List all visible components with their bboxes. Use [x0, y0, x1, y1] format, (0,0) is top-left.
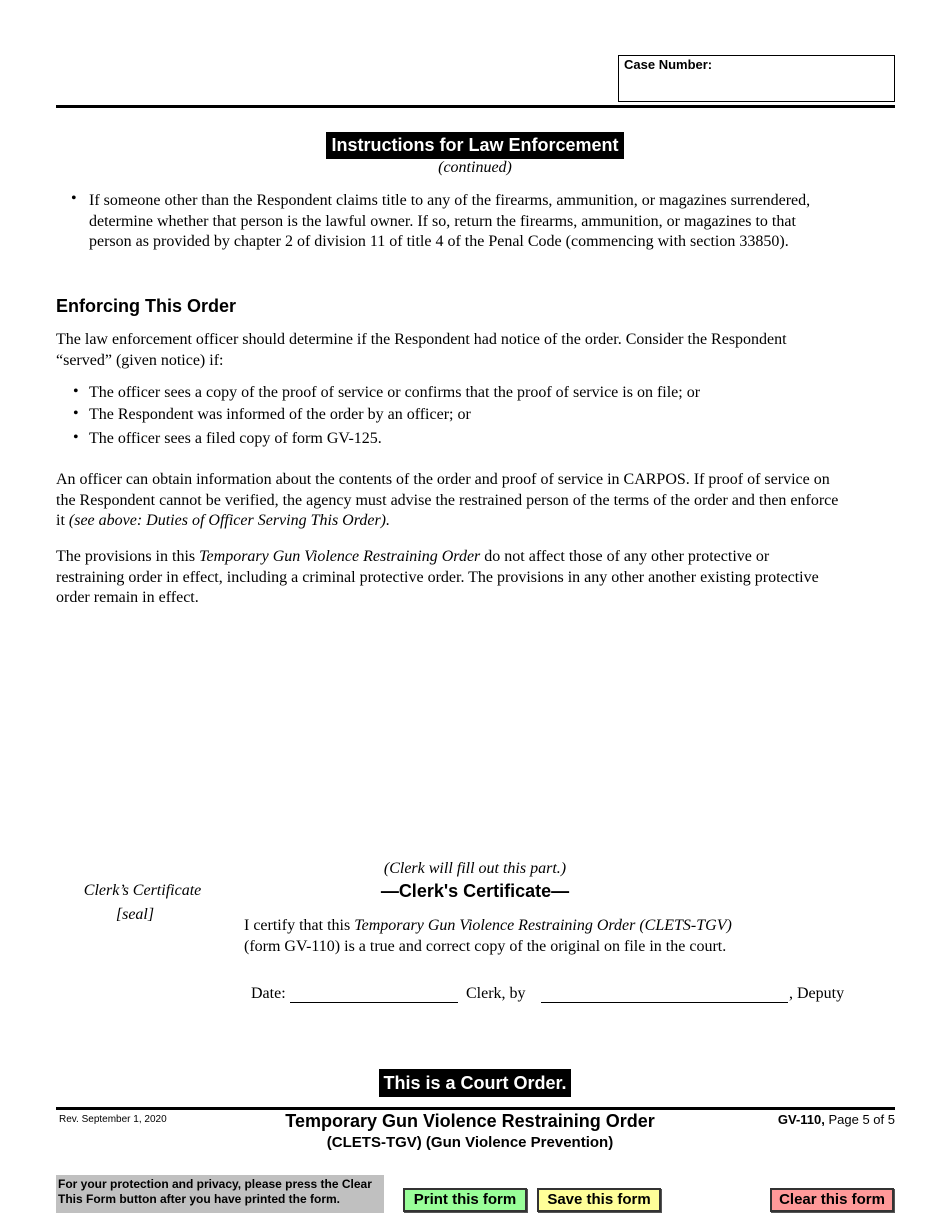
instructions-title: Instructions for Law Enforcement — [326, 132, 624, 159]
text-line: An officer can obtain information about the contents of the order and proof of service in CARPOS. If proof of service on — [56, 471, 830, 488]
enforcing-intro — [56, 330, 787, 371]
form-subtitle: (CLETS-TGV) (Gun Violence Prevention) — [326, 1134, 614, 1151]
italic-reference: (see above: Duties of Officer Serving This Order). — [68, 512, 391, 529]
top-divider — [56, 105, 895, 108]
privacy-note: For your protection and privacy, please press the Clear This Form button after you have printed the form. — [56, 1175, 384, 1213]
instructions-bullet-paragraph — [89, 191, 810, 253]
revision-date: Rev. September 1, 2020 — [59, 1114, 167, 1125]
clerk-note: (Clerk will fill out this part.) — [383, 860, 567, 877]
italic-order-name: Temporary Gun Violence Restraining Order — [199, 548, 481, 565]
case-number-label: Case Number: — [624, 57, 713, 72]
text-line: person as provided by chapter 2 of division 11 of title 4 of the Penal Code (commencing with section 33850). — [89, 233, 789, 250]
text-line — [56, 547, 819, 568]
bullet-icon: • — [73, 405, 79, 422]
date-field[interactable] — [290, 1002, 458, 1003]
text-fragment: do not affect those of any other protective or — [480, 548, 770, 565]
bullet-icon: • — [71, 190, 77, 207]
text-line: order remain in effect. — [56, 589, 199, 606]
provisions-paragraph — [56, 547, 819, 609]
continued-label: (continued) — [438, 159, 512, 176]
text-line — [56, 511, 838, 532]
text-fragment: it — [56, 512, 69, 529]
save-form-button[interactable]: Save this form — [537, 1188, 661, 1212]
italic-order-name: Temporary Gun Violence Restraining Order (CLETS-TGV) — [354, 917, 732, 934]
enforcing-bullet-2: The Respondent was informed of the order by an officer; or — [89, 406, 471, 423]
text-line: restraining order in effect, including a criminal protective order. The provisions in any other another existing protective — [56, 568, 819, 586]
clerk-certificate-side-label: Clerk’s Certificate — [83, 882, 202, 899]
page-footer-id — [778, 1112, 895, 1127]
text-line: (form GV-110) is a true and correct copy of the original on file in the court. — [244, 937, 727, 955]
text-line — [244, 916, 732, 937]
clear-form-button[interactable]: Clear this form — [770, 1188, 894, 1212]
form-id: GV-110, — [777, 1112, 825, 1127]
bottom-divider — [56, 1107, 895, 1110]
text-line: If someone other than the Respondent claims title to any of the firearms, ammunition, or magazines surrendered, — [89, 192, 811, 209]
certification-text — [244, 916, 732, 957]
seal-placeholder: [seal] — [115, 906, 155, 923]
date-label: Date: — [251, 985, 286, 1002]
text-line: the Respondent cannot be verified, the agency must advise the restrained person of the terms of the order and then enforce — [56, 491, 839, 509]
page-number: Page 5 of 5 — [824, 1112, 895, 1127]
enforcing-bullet-3: The officer sees a filed copy of form GV-125. — [89, 430, 382, 447]
text-line: “served” (given notice) if: — [56, 351, 224, 369]
carpos-paragraph — [56, 470, 838, 532]
court-order-banner: This is a Court Order. — [379, 1069, 571, 1097]
bullet-icon: • — [73, 383, 79, 400]
text-fragment: The provisions in this — [56, 548, 200, 565]
clerk-certificate-title: —Clerk's Certificate— — [380, 881, 570, 901]
enforcing-bullet-1: The officer sees a copy of the proof of service or confirms that the proof of service is on file; or — [89, 384, 701, 401]
text-line: determine whether that person is the lawful owner. If so, return the firearms, ammunition, or magazines to that — [89, 212, 796, 230]
form-title: Temporary Gun Violence Restraining Order — [285, 1111, 655, 1131]
text-line: The law enforcement officer should determine if the Respondent had notice of the order. Consider the Respondent — [56, 331, 787, 348]
enforcing-heading: Enforcing This Order — [56, 296, 237, 316]
deputy-label: , Deputy — [789, 985, 845, 1002]
bullet-icon: • — [73, 429, 79, 446]
text-fragment: I certify that this — [244, 917, 355, 934]
print-form-button[interactable]: Print this form — [403, 1188, 527, 1212]
clerk-by-label: Clerk, by — [466, 985, 526, 1002]
case-number-box[interactable] — [618, 55, 895, 102]
clerk-signature-field[interactable] — [541, 1002, 788, 1003]
